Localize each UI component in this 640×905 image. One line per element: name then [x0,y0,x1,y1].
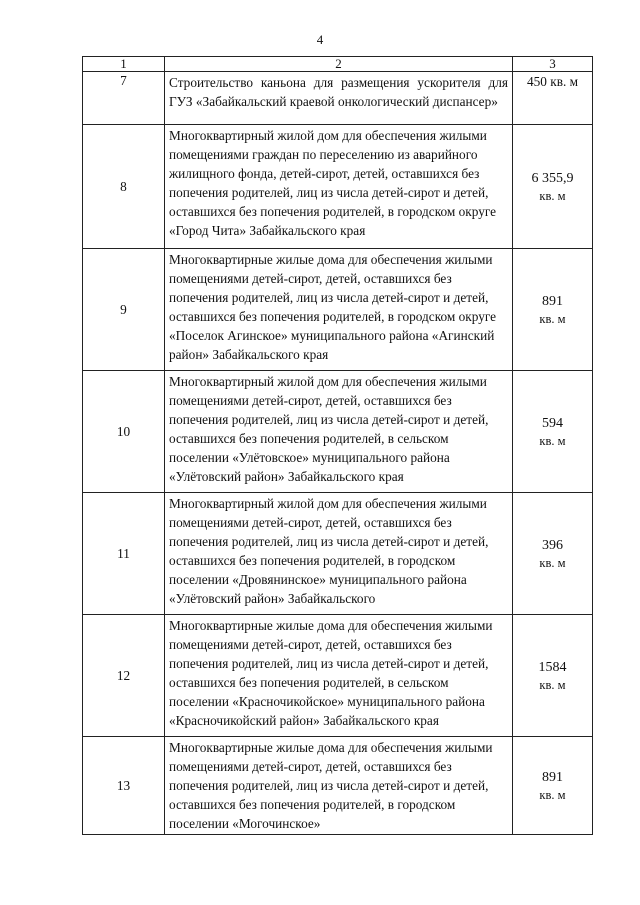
area-unit: кв. м [539,433,566,448]
table-row [83,371,593,493]
objects-table [82,56,593,835]
row-number: 9 [83,249,165,371]
row-description: Многоквартирный жилой дом для обеспечения жилыми помещениями граждан по переселению из аварийного жилищного фонда, детей-сирот, детей, оставшихся без попечения родителей, лиц из числа детей-сирот и детей, оставшихся без попечения родителей, в городском округе «Город Чита» Забайкальского края [165,125,513,249]
area-value: 594 [542,415,563,431]
row-description: Многоквартирные жилые дома для обеспечения жилыми помещениями детей-сирот, детей, оставшихся без попечения родителей, лиц из числа детей-сирот и детей, оставшихся без попечения родителей, в городском округе «Поселок Агинское» муниципального района «Агинский район» Забайкальского края [165,249,513,371]
row-number: 11 [83,493,165,615]
row-number: 13 [83,737,165,835]
area-unit: кв. м [539,787,566,802]
area-unit: кв. м [539,555,566,570]
area-unit: кв. м [539,188,566,203]
row-number: 7 [83,72,165,125]
row-area [513,737,593,835]
row-area [513,249,593,371]
area-value: 450 [526,74,547,89]
row-area [513,493,593,615]
column-header-2: 2 [165,57,513,72]
row-number: 12 [83,615,165,737]
column-header-1: 1 [83,57,165,72]
table-row [83,72,593,125]
area-unit: кв. м [539,677,566,692]
row-description: Строительство каньона для размещения ускорителя для ГУЗ «Забайкальский краевой онкологический диспансер» [165,72,513,125]
area-value: 891 [542,293,563,309]
row-number: 10 [83,371,165,493]
page-number: 4 [316,32,324,47]
row-area [513,125,593,249]
table-row [83,125,593,249]
row-area [513,615,593,737]
area-value: 396 [542,537,563,553]
row-description: Многоквартирные жилые дома для обеспечения жилыми помещениями детей-сирот, детей, оставшихся без попечения родителей, лиц из числа детей-сирот и детей, оставшихся без попечения родителей, в городском поселении «Могочинское» [165,737,513,835]
row-area [513,371,593,493]
area-value: 6 355,9 [531,170,574,186]
table-row [83,615,593,737]
row-description: Многоквартирные жилые дома для обеспечения жилыми помещениями детей-сирот, детей, оставшихся без попечения родителей, лиц из числа детей-сирот и детей, оставшихся без попечения родителей, в сельском поселении «Красночикойское» муниципального района «Красночикойский район» Забайкальского края [165,615,513,737]
area-value: 891 [542,769,563,785]
row-description: Многоквартирный жилой дом для обеспечения жилыми помещениями детей-сирот, детей, оставшихся без попечения родителей, лиц из числа детей-сирот и детей, оставшихся без попечения родителей, в сельском поселении «Улётовское» муниципального района «Улётовский район» Забайкальского края [165,371,513,493]
row-description: Многоквартирный жилой дом для обеспечения жилыми помещениями детей-сирот, детей, оставшихся без попечения родителей, лиц из числа детей-сирот и детей, оставшихся без попечения родителей, в городском поселении «Дровянинское» муниципального района «Улётовский район» Забайкальского [165,493,513,615]
table-row [83,249,593,371]
area-unit: кв. м [550,74,579,89]
column-header-3: 3 [513,57,593,72]
row-area [513,72,593,125]
table-row [83,737,593,835]
area-value: 1584 [538,659,567,675]
table-row [83,493,593,615]
row-number: 8 [83,125,165,249]
table-header-row [83,57,593,72]
area-unit: кв. м [539,311,566,326]
